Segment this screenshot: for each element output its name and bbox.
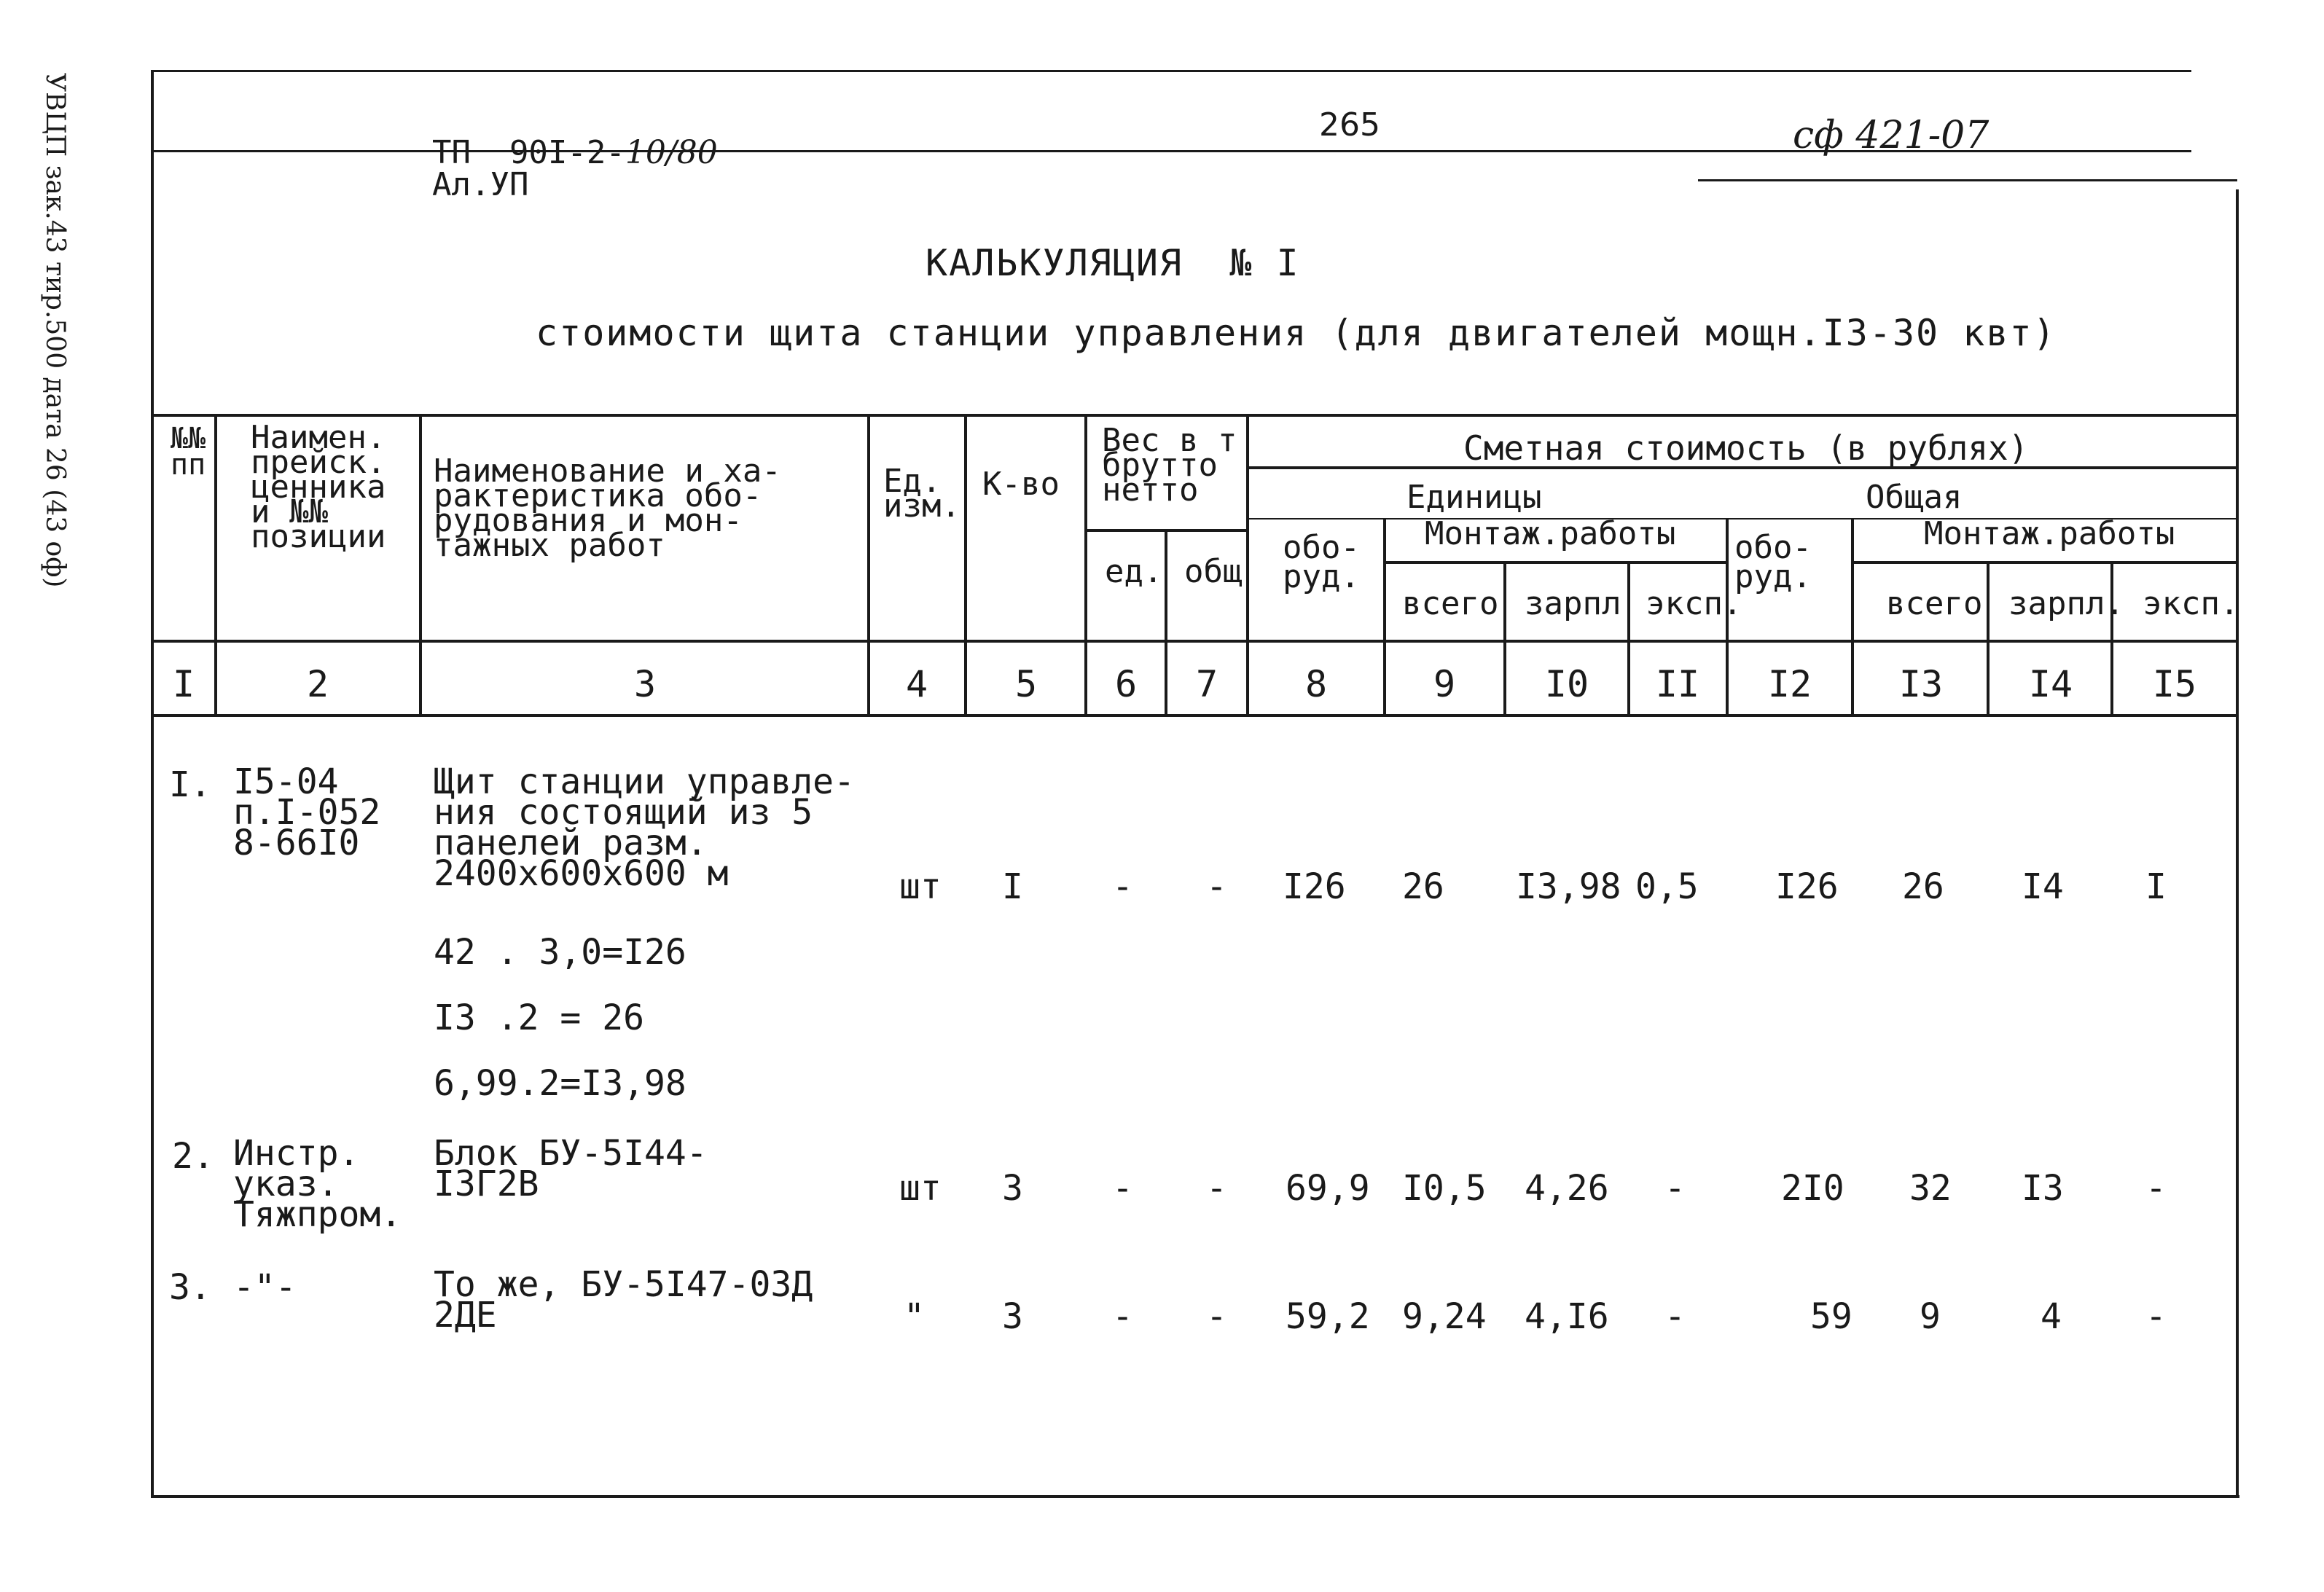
row-weight-total: - <box>1206 1296 1227 1337</box>
row-weight-total: - <box>1206 1168 1227 1209</box>
row-quantity: 3 <box>1002 1168 1023 1209</box>
row-weight-total: - <box>1206 866 1227 907</box>
row-c8: I26 <box>1283 866 1346 907</box>
header-install-total-all: всего <box>1886 585 1983 622</box>
row-description: Щит станции управле- ния состоящий из 5 панелей разм. 2400x600x600 м <box>434 761 855 894</box>
header-total: Общая <box>1866 479 1963 516</box>
doc-code-text: ТП 90I-2- <box>431 134 625 171</box>
header-price-list: Наимен. прейск. ценника и №№ позиции <box>251 419 386 555</box>
header-equipment-total: обо- руд. <box>1734 529 1812 595</box>
row-c9: 9,24 <box>1402 1296 1487 1337</box>
colnum-13: I3 <box>1898 663 1944 705</box>
row-price-code: Инстр. указ. Тяжпром. <box>233 1133 402 1235</box>
header-installation-total: Монтаж.работы <box>1924 515 2175 552</box>
row-price-code: I5-04 п.I-052 8-66I0 <box>233 761 381 863</box>
row-c12: I26 <box>1775 866 1839 907</box>
row-description: Блок БУ-5I44- I3Г2В <box>434 1133 708 1204</box>
calc-line: 42 . 3,0=I26 <box>434 932 686 973</box>
colnum-10: I0 <box>1544 663 1589 705</box>
row-c12: 2I0 <box>1781 1168 1844 1209</box>
colnum-6: 6 <box>1114 663 1138 705</box>
row-unit: шт <box>899 1168 942 1209</box>
side-note-text: УВЦП зак.43 тир.500 дата 26 (43 оф) <box>40 73 70 588</box>
colnum-12: I2 <box>1767 663 1812 705</box>
row-description: То же, БУ-5I47-03Д 2ДЕ <box>434 1264 813 1336</box>
archive-mark: сф 421-07 <box>1793 114 1990 157</box>
colnum-3: 3 <box>633 663 657 705</box>
album-text: Ал.УП <box>431 166 529 203</box>
colnum-14: I4 <box>2028 663 2073 705</box>
header-install-exp: эксп. <box>1646 585 1742 622</box>
header-number: №№ пп <box>171 422 206 482</box>
row-c13: 9 <box>1920 1296 1941 1337</box>
colnum-4: 4 <box>905 663 928 705</box>
row-c12: 59 <box>1810 1296 1852 1337</box>
row-weight-unit: - <box>1112 866 1133 907</box>
colnum-5: 5 <box>1014 663 1038 705</box>
row-c13: 32 <box>1909 1168 1952 1209</box>
doc-code-handwritten: 10/80 <box>625 134 718 171</box>
page-number: 265 <box>1319 106 1380 144</box>
row-c11: - <box>1664 1296 1686 1337</box>
colnum-11: II <box>1655 663 1700 705</box>
row-c10: I3,98 <box>1516 866 1621 907</box>
document-subtitle: стоимости щита станции управления (для двигателей мощн.I3-30 квт) <box>536 312 2057 354</box>
header-installation: Монтаж.работы <box>1425 515 1676 552</box>
row-number: 2. <box>172 1136 214 1177</box>
colnum-9: 9 <box>1433 663 1456 705</box>
row-price-code: -"- <box>233 1267 297 1308</box>
row-c10: 4,I6 <box>1525 1296 1609 1337</box>
row-c8: 59,2 <box>1286 1296 1370 1337</box>
row-c11: 0,5 <box>1635 866 1699 907</box>
calc-line: 6,99.2=I3,98 <box>434 1063 686 1104</box>
row-quantity: 3 <box>1002 1296 1023 1337</box>
header-install-total-exp: эксп. <box>2143 585 2239 622</box>
header-per-unit: Единицы <box>1406 479 1542 516</box>
header-weight-total: общ <box>1184 553 1243 590</box>
row-c11: - <box>1664 1168 1686 1209</box>
row-unit: " <box>904 1296 925 1337</box>
row-c8: 69,9 <box>1286 1168 1370 1209</box>
header-weight-unit: ед. <box>1105 553 1163 590</box>
row-c14: I3 <box>2022 1168 2064 1209</box>
header-description: Наименование и ха- рактеристика обо- рудования и мон- тажных работ <box>434 452 781 564</box>
header-install-total-wage: зарпл. <box>2008 585 2124 622</box>
row-quantity: I <box>1002 866 1023 907</box>
row-c10: 4,26 <box>1525 1168 1609 1209</box>
row-c9: 26 <box>1402 866 1444 907</box>
row-number: 3. <box>169 1267 211 1308</box>
calc-line: I3 .2 = 26 <box>434 997 644 1038</box>
document-title: КАЛЬКУЛЯЦИЯ № I <box>926 242 1300 284</box>
row-number: I. <box>169 764 211 805</box>
header-unit: Ед. изм. <box>883 463 960 525</box>
header-estimated-cost: Сметная стоимость (в рублях) <box>1463 428 2029 468</box>
colnum-1: I <box>172 663 195 705</box>
header-weight: Вес в т брутто нетто <box>1102 422 1237 509</box>
row-weight-unit: - <box>1112 1296 1133 1337</box>
row-c14: I4 <box>2022 866 2064 907</box>
row-unit: шт <box>899 866 942 907</box>
header-install-wage: зарпл <box>1525 585 1621 622</box>
row-weight-unit: - <box>1112 1168 1133 1209</box>
header-quantity: К-во <box>982 466 1060 503</box>
header-equipment: обо- руд. <box>1283 529 1360 595</box>
row-c9: I0,5 <box>1402 1168 1487 1209</box>
header-install-total: всего <box>1402 585 1499 622</box>
row-c13: 26 <box>1902 866 1944 907</box>
colnum-7: 7 <box>1195 663 1218 705</box>
colnum-8: 8 <box>1304 663 1328 705</box>
row-c15: - <box>2145 1168 2167 1209</box>
colnum-15: I5 <box>2152 663 2197 705</box>
colnum-2: 2 <box>306 663 329 705</box>
row-c15: I <box>2145 866 2167 907</box>
row-c15: - <box>2145 1296 2167 1337</box>
row-c14: 4 <box>2041 1296 2062 1337</box>
